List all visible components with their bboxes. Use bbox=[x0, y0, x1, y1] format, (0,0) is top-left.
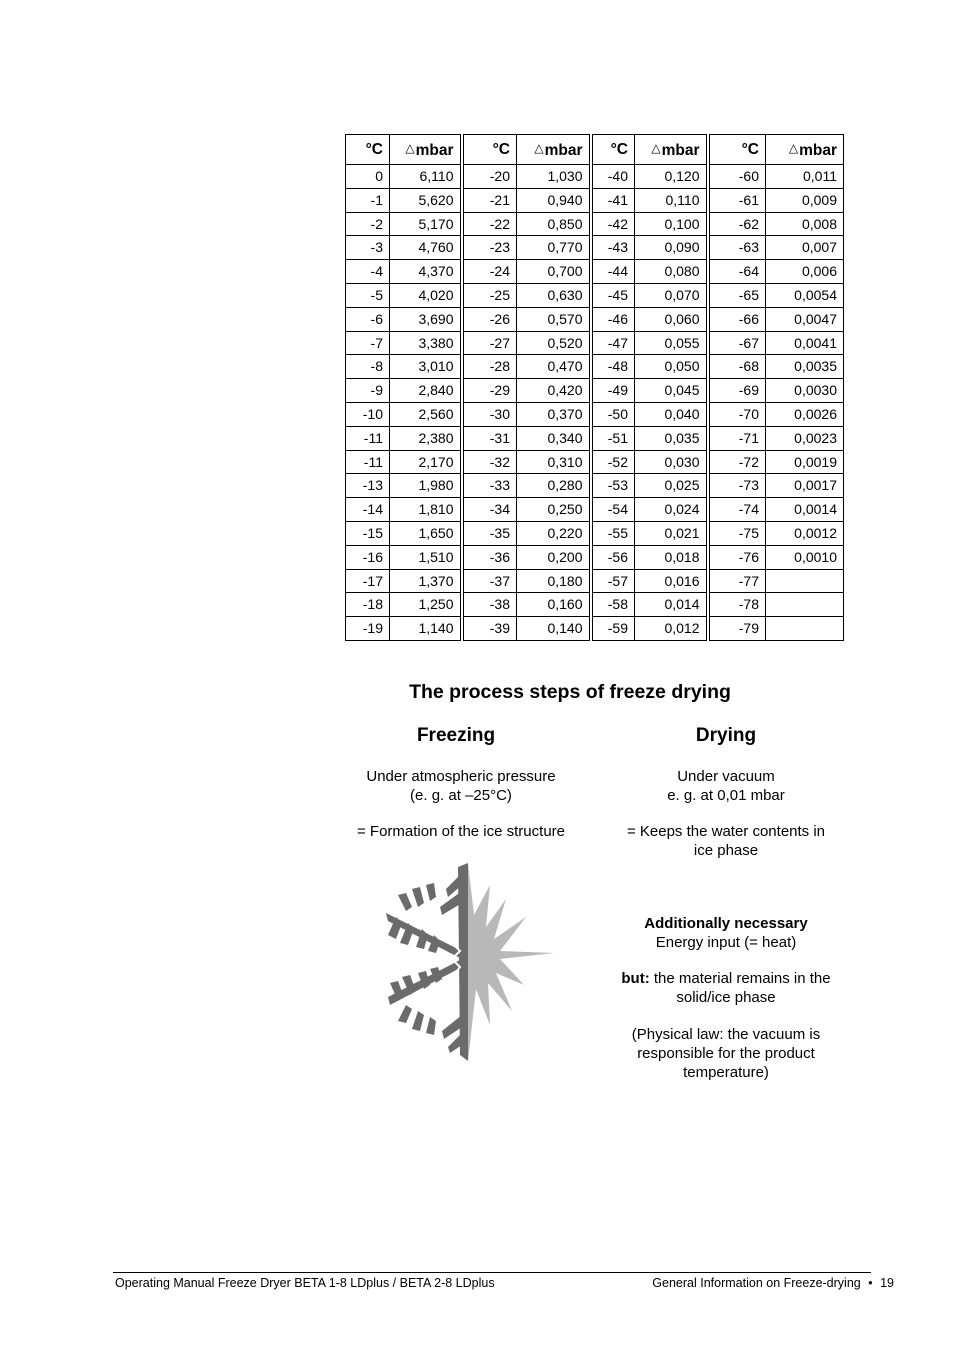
temperature-cell: -63 bbox=[708, 236, 766, 260]
temperature-cell: -3 bbox=[346, 236, 390, 260]
temperature-cell: -18 bbox=[346, 593, 390, 617]
table-row bbox=[346, 569, 844, 593]
pressure-cell: 0,700 bbox=[517, 260, 591, 284]
pressure-cell: 0,012 bbox=[635, 617, 708, 641]
temperature-cell: -26 bbox=[462, 307, 517, 331]
but-text-line2: solid/ice phase bbox=[676, 989, 776, 1006]
pressure-cell: 0,340 bbox=[517, 426, 591, 450]
table-row bbox=[346, 355, 844, 379]
pressure-cell: 0,009 bbox=[766, 188, 844, 212]
but-text-line1: the material remains in the bbox=[649, 970, 831, 987]
pressure-cell bbox=[766, 593, 844, 617]
temperature-cell: -6 bbox=[346, 307, 390, 331]
law-line2: responsible for the product bbox=[637, 1045, 815, 1062]
temperature-cell: -49 bbox=[591, 379, 635, 403]
pressure-cell: 1,650 bbox=[390, 521, 462, 545]
pressure-cell: 0,040 bbox=[635, 402, 708, 426]
header-label: °C bbox=[492, 140, 510, 158]
pressure-cell: 0,630 bbox=[517, 283, 591, 307]
pressure-cell: 0,160 bbox=[517, 593, 591, 617]
pressure-cell bbox=[766, 569, 844, 593]
temperature-cell: -74 bbox=[708, 498, 766, 522]
temperature-cell: -40 bbox=[591, 165, 635, 189]
pressure-cell: 0,0023 bbox=[766, 426, 844, 450]
temperature-cell: -11 bbox=[346, 426, 390, 450]
temperature-cell: -68 bbox=[708, 355, 766, 379]
additional-heading: Additionally necessary bbox=[644, 915, 808, 932]
temperature-cell: -37 bbox=[462, 569, 517, 593]
temperature-cell: -32 bbox=[462, 450, 517, 474]
drying-additional bbox=[605, 914, 847, 952]
table-row bbox=[346, 593, 844, 617]
table-row bbox=[346, 379, 844, 403]
header-label: °C bbox=[365, 140, 383, 158]
pressure-cell: 0,060 bbox=[635, 307, 708, 331]
temperature-cell: -55 bbox=[591, 521, 635, 545]
pressure-cell: 0,120 bbox=[635, 165, 708, 189]
pressure-cell: 0,470 bbox=[517, 355, 591, 379]
pressure-cell: 0,018 bbox=[635, 545, 708, 569]
drying-result-line1: = Keeps the water contents in bbox=[626, 823, 826, 840]
process-title: The process steps of freeze drying bbox=[409, 681, 731, 703]
temperature-cell: -53 bbox=[591, 474, 635, 498]
drying-result-line2: ice phase bbox=[693, 842, 759, 859]
table-row bbox=[346, 426, 844, 450]
temperature-cell: -66 bbox=[708, 307, 766, 331]
pressure-cell: 0,370 bbox=[517, 402, 591, 426]
pressure-cell: 0,090 bbox=[635, 236, 708, 260]
temperature-cell: -54 bbox=[591, 498, 635, 522]
freezing-heading: Freezing bbox=[416, 725, 496, 746]
temperature-cell: -44 bbox=[591, 260, 635, 284]
pressure-cell: 0,014 bbox=[635, 593, 708, 617]
footer-bullet: • bbox=[868, 1276, 873, 1290]
law-line3: temperature) bbox=[683, 1064, 769, 1081]
temperature-cell: -25 bbox=[462, 283, 517, 307]
temperature-cell: -78 bbox=[708, 593, 766, 617]
drying-condition-line2: e. g. at 0,01 mbar bbox=[667, 787, 785, 804]
pressure-cell: 0,021 bbox=[635, 521, 708, 545]
pressure-cell: 1,810 bbox=[390, 498, 462, 522]
temperature-cell: -16 bbox=[346, 545, 390, 569]
table-row bbox=[346, 165, 844, 189]
pressure-cell: 3,010 bbox=[390, 355, 462, 379]
temperature-cell: -38 bbox=[462, 593, 517, 617]
freezing-condition-line1: Under atmospheric pressure bbox=[366, 768, 556, 785]
table-row bbox=[346, 307, 844, 331]
footer-section-title: General Information on Freeze-drying bbox=[652, 1276, 861, 1290]
header-pressure bbox=[766, 135, 844, 165]
temperature-cell: -41 bbox=[591, 188, 635, 212]
pressure-cell: 0,420 bbox=[517, 379, 591, 403]
temperature-cell: -72 bbox=[708, 450, 766, 474]
pressure-cell: 1,250 bbox=[390, 593, 462, 617]
temperature-cell: -77 bbox=[708, 569, 766, 593]
temperature-cell: -27 bbox=[462, 331, 517, 355]
freezing-condition bbox=[340, 767, 582, 805]
temperature-cell: -4 bbox=[346, 260, 390, 284]
table-body bbox=[346, 165, 844, 641]
pressure-cell: 2,380 bbox=[390, 426, 462, 450]
pressure-cell: 0,0035 bbox=[766, 355, 844, 379]
temperature-cell: -10 bbox=[346, 402, 390, 426]
pressure-cell: 6,110 bbox=[390, 165, 462, 189]
pressure-cell: 1,510 bbox=[390, 545, 462, 569]
snowflake-sun-icon bbox=[378, 855, 558, 1067]
temperature-cell: -73 bbox=[708, 474, 766, 498]
pressure-cell: 1,980 bbox=[390, 474, 462, 498]
pressure-cell: 0,0014 bbox=[766, 498, 844, 522]
temperature-cell: -75 bbox=[708, 521, 766, 545]
pressure-cell: 4,370 bbox=[390, 260, 462, 284]
pressure-cell: 0,0010 bbox=[766, 545, 844, 569]
pressure-cell: 0,180 bbox=[517, 569, 591, 593]
pressure-cell: 0,310 bbox=[517, 450, 591, 474]
temperature-cell: -39 bbox=[462, 617, 517, 641]
pressure-cell: 0,080 bbox=[635, 260, 708, 284]
temperature-cell: -33 bbox=[462, 474, 517, 498]
pressure-cell: 3,380 bbox=[390, 331, 462, 355]
physical-law-note bbox=[605, 1025, 847, 1082]
pressure-cell: 4,760 bbox=[390, 236, 462, 260]
temperature-cell: -22 bbox=[462, 212, 517, 236]
pressure-cell: 4,020 bbox=[390, 283, 462, 307]
pressure-cell: 2,170 bbox=[390, 450, 462, 474]
table-row bbox=[346, 474, 844, 498]
temperature-cell: -11 bbox=[346, 450, 390, 474]
header-pressure bbox=[390, 135, 462, 165]
temperature-cell: -47 bbox=[591, 331, 635, 355]
pressure-cell: 0,035 bbox=[635, 426, 708, 450]
pressure-cell bbox=[766, 617, 844, 641]
temperature-cell: -17 bbox=[346, 569, 390, 593]
drying-heading: Drying bbox=[695, 725, 757, 746]
pressure-cell: 0,011 bbox=[766, 165, 844, 189]
table-row bbox=[346, 521, 844, 545]
pressure-cell: 0,0019 bbox=[766, 450, 844, 474]
header-label: mbar bbox=[544, 142, 583, 159]
header-label: mbar bbox=[415, 142, 454, 159]
temperature-cell: -59 bbox=[591, 617, 635, 641]
table-row bbox=[346, 212, 844, 236]
temperature-cell: -29 bbox=[462, 379, 517, 403]
table-row bbox=[346, 402, 844, 426]
pressure-cell: 0,850 bbox=[517, 212, 591, 236]
temperature-cell: -14 bbox=[346, 498, 390, 522]
pressure-cell: 0,0012 bbox=[766, 521, 844, 545]
header-temperature bbox=[346, 135, 390, 165]
temperature-cell: -24 bbox=[462, 260, 517, 284]
table-row bbox=[346, 617, 844, 641]
pressure-cell: 0,0026 bbox=[766, 402, 844, 426]
pressure-cell: 0,0041 bbox=[766, 331, 844, 355]
table-row bbox=[346, 450, 844, 474]
temperature-cell: -79 bbox=[708, 617, 766, 641]
temperature-cell: -57 bbox=[591, 569, 635, 593]
temperature-cell: -46 bbox=[591, 307, 635, 331]
pressure-cell: 0,940 bbox=[517, 188, 591, 212]
corresponds-icon: △ bbox=[405, 141, 415, 155]
temperature-cell: -5 bbox=[346, 283, 390, 307]
pressure-cell: 0,110 bbox=[635, 188, 708, 212]
temperature-cell: -15 bbox=[346, 521, 390, 545]
temperature-cell: -1 bbox=[346, 188, 390, 212]
pressure-cell: 0,0047 bbox=[766, 307, 844, 331]
pressure-cell: 0,200 bbox=[517, 545, 591, 569]
pressure-cell: 0,280 bbox=[517, 474, 591, 498]
drying-condition-line1: Under vacuum bbox=[677, 768, 775, 785]
pressure-cell: 0,030 bbox=[635, 450, 708, 474]
temperature-cell: -23 bbox=[462, 236, 517, 260]
corresponds-icon: △ bbox=[651, 141, 661, 155]
table-row bbox=[346, 545, 844, 569]
temperature-cell: -2 bbox=[346, 212, 390, 236]
pressure-cell: 0,055 bbox=[635, 331, 708, 355]
temperature-cell: -42 bbox=[591, 212, 635, 236]
temperature-cell: -13 bbox=[346, 474, 390, 498]
pressure-cell: 1,140 bbox=[390, 617, 462, 641]
table-row bbox=[346, 283, 844, 307]
temperature-cell: -69 bbox=[708, 379, 766, 403]
temperature-cell: -21 bbox=[462, 188, 517, 212]
temperature-cell: -50 bbox=[591, 402, 635, 426]
pressure-cell: 0,100 bbox=[635, 212, 708, 236]
temperature-cell: -9 bbox=[346, 379, 390, 403]
pressure-cell: 0,008 bbox=[766, 212, 844, 236]
pressure-cell: 2,560 bbox=[390, 402, 462, 426]
header-pressure bbox=[517, 135, 591, 165]
pressure-cell: 0,016 bbox=[635, 569, 708, 593]
pressure-cell: 0,007 bbox=[766, 236, 844, 260]
temperature-cell: -56 bbox=[591, 545, 635, 569]
pressure-cell: 5,170 bbox=[390, 212, 462, 236]
pressure-cell: 0,0030 bbox=[766, 379, 844, 403]
temperature-cell: -20 bbox=[462, 165, 517, 189]
table-row bbox=[346, 260, 844, 284]
additional-text: Energy input (= heat) bbox=[655, 934, 797, 951]
temperature-cell: -64 bbox=[708, 260, 766, 284]
temperature-cell: -65 bbox=[708, 283, 766, 307]
vapor-pressure-table bbox=[345, 134, 844, 641]
pressure-cell: 0,0054 bbox=[766, 283, 844, 307]
pressure-cell: 0,770 bbox=[517, 236, 591, 260]
pressure-cell: 3,690 bbox=[390, 307, 462, 331]
pressure-cell: 2,840 bbox=[390, 379, 462, 403]
table-header-row bbox=[346, 135, 844, 165]
pressure-cell: 0,250 bbox=[517, 498, 591, 522]
temperature-cell: -48 bbox=[591, 355, 635, 379]
pressure-cell: 1,030 bbox=[517, 165, 591, 189]
page-number: 19 bbox=[880, 1276, 894, 1290]
freezing-result: = Formation of the ice structure bbox=[356, 823, 565, 840]
temperature-cell: -61 bbox=[708, 188, 766, 212]
law-line1: (Physical law: the vacuum is bbox=[631, 1026, 821, 1043]
corresponds-icon: △ bbox=[534, 141, 544, 155]
corresponds-icon: △ bbox=[788, 141, 799, 155]
footer-rule bbox=[113, 1272, 871, 1273]
table-row bbox=[346, 236, 844, 260]
header-temperature bbox=[591, 135, 635, 165]
temperature-cell: -70 bbox=[708, 402, 766, 426]
temperature-cell: 0 bbox=[346, 165, 390, 189]
temperature-cell: -8 bbox=[346, 355, 390, 379]
drying-but-note bbox=[605, 969, 847, 1007]
temperature-cell: -19 bbox=[346, 617, 390, 641]
table-row bbox=[346, 331, 844, 355]
temperature-cell: -7 bbox=[346, 331, 390, 355]
header-label: mbar bbox=[799, 142, 837, 159]
temperature-cell: -52 bbox=[591, 450, 635, 474]
temperature-cell: -30 bbox=[462, 402, 517, 426]
footer-manual-title: Operating Manual Freeze Dryer BETA 1-8 LDplus / BETA 2-8 LDplus bbox=[115, 1276, 495, 1290]
temperature-cell: -28 bbox=[462, 355, 517, 379]
temperature-cell: -34 bbox=[462, 498, 517, 522]
temperature-cell: -45 bbox=[591, 283, 635, 307]
pressure-cell: 0,140 bbox=[517, 617, 591, 641]
temperature-cell: -35 bbox=[462, 521, 517, 545]
pressure-cell: 5,620 bbox=[390, 188, 462, 212]
temperature-cell: -67 bbox=[708, 331, 766, 355]
temperature-cell: -60 bbox=[708, 165, 766, 189]
temperature-cell: -58 bbox=[591, 593, 635, 617]
drying-result bbox=[605, 822, 847, 860]
pressure-cell: 0,050 bbox=[635, 355, 708, 379]
drying-condition bbox=[605, 767, 847, 805]
pressure-cell: 0,025 bbox=[635, 474, 708, 498]
temperature-cell: -62 bbox=[708, 212, 766, 236]
footer-section bbox=[652, 1276, 894, 1290]
temperature-cell: -76 bbox=[708, 545, 766, 569]
pressure-cell: 1,370 bbox=[390, 569, 462, 593]
header-temperature bbox=[462, 135, 517, 165]
table-row bbox=[346, 188, 844, 212]
pressure-cell: 0,220 bbox=[517, 521, 591, 545]
pressure-cell: 0,520 bbox=[517, 331, 591, 355]
temperature-cell: -36 bbox=[462, 545, 517, 569]
header-pressure bbox=[635, 135, 708, 165]
but-label: but: bbox=[621, 970, 650, 987]
pressure-cell: 0,070 bbox=[635, 283, 708, 307]
temperature-cell: -43 bbox=[591, 236, 635, 260]
header-label: °C bbox=[610, 140, 628, 158]
temperature-cell: -71 bbox=[708, 426, 766, 450]
pressure-cell: 0,006 bbox=[766, 260, 844, 284]
pressure-cell: 0,045 bbox=[635, 379, 708, 403]
header-temperature bbox=[708, 135, 766, 165]
pressure-cell: 0,570 bbox=[517, 307, 591, 331]
temperature-cell: -31 bbox=[462, 426, 517, 450]
header-label: °C bbox=[741, 140, 759, 158]
table-row bbox=[346, 498, 844, 522]
pressure-cell: 0,0017 bbox=[766, 474, 844, 498]
pressure-cell: 0,024 bbox=[635, 498, 708, 522]
header-label: mbar bbox=[661, 142, 700, 159]
temperature-cell: -51 bbox=[591, 426, 635, 450]
freezing-condition-line2: (e. g. at –25°C) bbox=[410, 787, 512, 804]
